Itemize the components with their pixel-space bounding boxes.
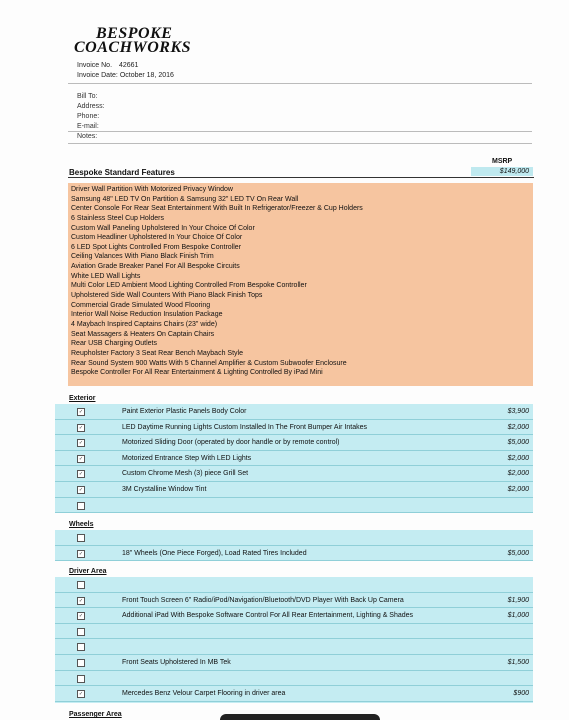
- standard-feature-item: Upholstered Side Wall Counters With Piano Black Finish Tops: [71, 292, 263, 300]
- invoice-date-value: October 18, 2016: [119, 72, 174, 79]
- standard-feature-item: Center Console For Rear Seat Entertainment With Built In Refrigerator/Freezer & Cup Holders: [71, 205, 363, 213]
- option-description: Front Touch Screen 6" Radio/iPod/Navigation/Bluetooth/DVD Player With Back Up Camera: [122, 596, 404, 604]
- option-description: Paint Exterior Plastic Panels Body Color: [122, 408, 247, 415]
- option-price: $5,000: [507, 549, 529, 557]
- standard-feature-item: Seat Massagers & Heaters On Captain Chairs: [71, 330, 215, 338]
- option-checkbox[interactable]: [77, 643, 85, 651]
- standard-feature-item: Commercial Grade Simulated Wood Flooring: [71, 301, 211, 309]
- option-price: $1,500: [507, 659, 529, 666]
- option-row: [55, 466, 533, 482]
- option-price: $5,000: [507, 439, 529, 447]
- option-price: $1,000: [507, 612, 529, 620]
- standard-feature-item: Aviation Grade Breaker Panel For All Bespoke Circuits: [71, 263, 240, 271]
- standard-features-divider: [68, 177, 534, 178]
- standard-feature-item: 4 Maybach Inspired Captains Chairs (23" wide): [71, 320, 218, 328]
- section-title-passenger-area: Passenger Area: [69, 711, 122, 718]
- invoice-number: [77, 62, 138, 69]
- option-checkbox[interactable]: ✓: [78, 455, 84, 462]
- option-checkbox[interactable]: [77, 675, 85, 683]
- option-row: [55, 404, 533, 420]
- logo-line-1: BESPOKE: [96, 25, 173, 42]
- standard-feature-item: Custom Headliner Upholstered In Your Choice Of Color: [71, 234, 243, 242]
- option-price: $1,900: [507, 596, 529, 604]
- option-checkbox[interactable]: ✓: [78, 471, 84, 478]
- standard-feature-item: Driver Wall Partition With Motorized Privacy Window: [71, 186, 233, 193]
- standard-feature-item: Ceiling Valances With Piano Black Finish Trim: [71, 253, 214, 261]
- option-description: Additional iPad With Bespoke Software Control For All Rear Entertainment, Lighting & Shades: [122, 612, 414, 620]
- company-logo: [74, 27, 191, 55]
- header-divider: [68, 83, 532, 84]
- phone-field: Phone:: [77, 113, 100, 120]
- section-title-exterior: Exterior: [69, 395, 96, 402]
- option-description: Front Seats Upholstered In MB Tek: [122, 659, 231, 666]
- invoice-date: [77, 72, 174, 79]
- standard-feature-item: Bespoke Controller For All Rear Entertainment & Lighting Controlled By iPad Mini: [71, 369, 323, 377]
- option-checkbox[interactable]: ✓: [78, 424, 84, 431]
- section-title-driver-area: Driver Area: [69, 568, 107, 575]
- option-checkbox[interactable]: [77, 502, 85, 510]
- standard-features-title: Bespoke Standard Features: [69, 168, 175, 177]
- option-row: [55, 624, 533, 640]
- option-row: [55, 608, 533, 624]
- option-row: [55, 451, 533, 467]
- standard-feature-item: Rear USB Charging Outlets: [71, 340, 157, 348]
- option-description: 18" Wheels (One Piece Forged), Load Rated Tires Included: [122, 549, 307, 557]
- msrp-label: MSRP: [492, 158, 513, 165]
- invoice-date-label: Invoice Date:: [77, 72, 118, 79]
- logo-line-2: COACHWORKS: [74, 39, 192, 56]
- option-row: [55, 420, 533, 436]
- option-row: [55, 530, 533, 546]
- invoice-number-label: Invoice No.: [77, 62, 113, 69]
- viewer-overlay: [220, 714, 380, 720]
- option-checkbox[interactable]: ✓: [78, 440, 84, 447]
- option-price: $900: [513, 690, 529, 698]
- option-price: $2,000: [507, 470, 529, 478]
- option-checkbox[interactable]: ✓: [78, 550, 84, 557]
- option-row: [55, 546, 533, 562]
- option-description: Custom Chrome Mesh (3) piece Grill Set: [122, 470, 249, 478]
- option-description: Motorized Entrance Step With LED Lights: [122, 454, 252, 462]
- standard-feature-item: Rear Sound System 900 Watts With 5 Channel Amplifier & Custom Subwoofer Enclosure: [71, 359, 347, 367]
- option-description: Mercedes Benz Velour Carpet Flooring in driver area: [122, 690, 286, 698]
- standard-feature-item: Multi Color LED Ambient Mood Lighting Controlled From Bespoke Controller: [71, 282, 307, 290]
- option-price: $2,000: [507, 486, 529, 493]
- notes-field: Notes:: [77, 133, 98, 140]
- option-checkbox[interactable]: ✓: [78, 613, 84, 620]
- address-field: Address:: [77, 103, 105, 110]
- invoice-number-value: 42661: [118, 62, 139, 69]
- option-row: [55, 577, 533, 593]
- option-price: $2,000: [507, 423, 529, 431]
- option-price: $2,000: [507, 454, 529, 462]
- option-price: $3,900: [507, 408, 529, 415]
- section-title-wheels: Wheels: [69, 521, 94, 528]
- option-row: [55, 671, 533, 687]
- standard-feature-item: Samsung 48" LED TV On Partition & Samsung 32" LED TV On Rear Wall: [71, 195, 299, 203]
- standard-feature-item: Interior Wall Noise Reduction Insulation Package: [71, 311, 223, 319]
- standard-feature-item: 6 Stainless Steel Cup Holders: [71, 214, 164, 222]
- msrp-value: $149,000: [471, 167, 533, 176]
- option-checkbox[interactable]: ✓: [78, 691, 84, 698]
- option-row: [55, 482, 533, 498]
- notes-divider: [68, 143, 532, 144]
- standard-features-list: [68, 183, 533, 386]
- option-checkbox[interactable]: [77, 628, 85, 636]
- email-field: E-mail:: [77, 123, 99, 130]
- option-description: 3M Crystalline Window Tint: [122, 486, 207, 493]
- option-row: [55, 435, 533, 451]
- standard-feature-item: Custom Wall Paneling Upholstered In Your Choice Of Color: [71, 224, 255, 232]
- option-description: Motorized Sliding Door (operated by door handle or by remote control): [122, 439, 340, 447]
- option-row: [55, 593, 533, 609]
- option-checkbox[interactable]: ✓: [78, 487, 84, 493]
- option-row: [55, 498, 533, 514]
- option-checkbox[interactable]: ✓: [78, 409, 84, 415]
- option-checkbox[interactable]: [77, 659, 85, 667]
- standard-feature-item: 6 LED Spot Lights Controlled From Bespoke Controller: [71, 243, 242, 251]
- option-row: [55, 639, 533, 655]
- standard-feature-item: White LED Wall Lights: [71, 272, 141, 280]
- standard-feature-item: Reupholster Factory 3 Seat Rear Bench Maybach Style: [71, 349, 243, 357]
- bill-to-field: Bill To:: [77, 93, 98, 100]
- option-row: [55, 655, 533, 671]
- option-checkbox[interactable]: [77, 581, 85, 589]
- fields-divider: [68, 131, 532, 132]
- option-description: LED Daytime Running Lights Custom Installed In The Front Bumper Air Intakes: [122, 423, 367, 431]
- option-checkbox[interactable]: [77, 534, 85, 542]
- option-checkbox[interactable]: ✓: [78, 597, 84, 604]
- option-row: [55, 686, 533, 702]
